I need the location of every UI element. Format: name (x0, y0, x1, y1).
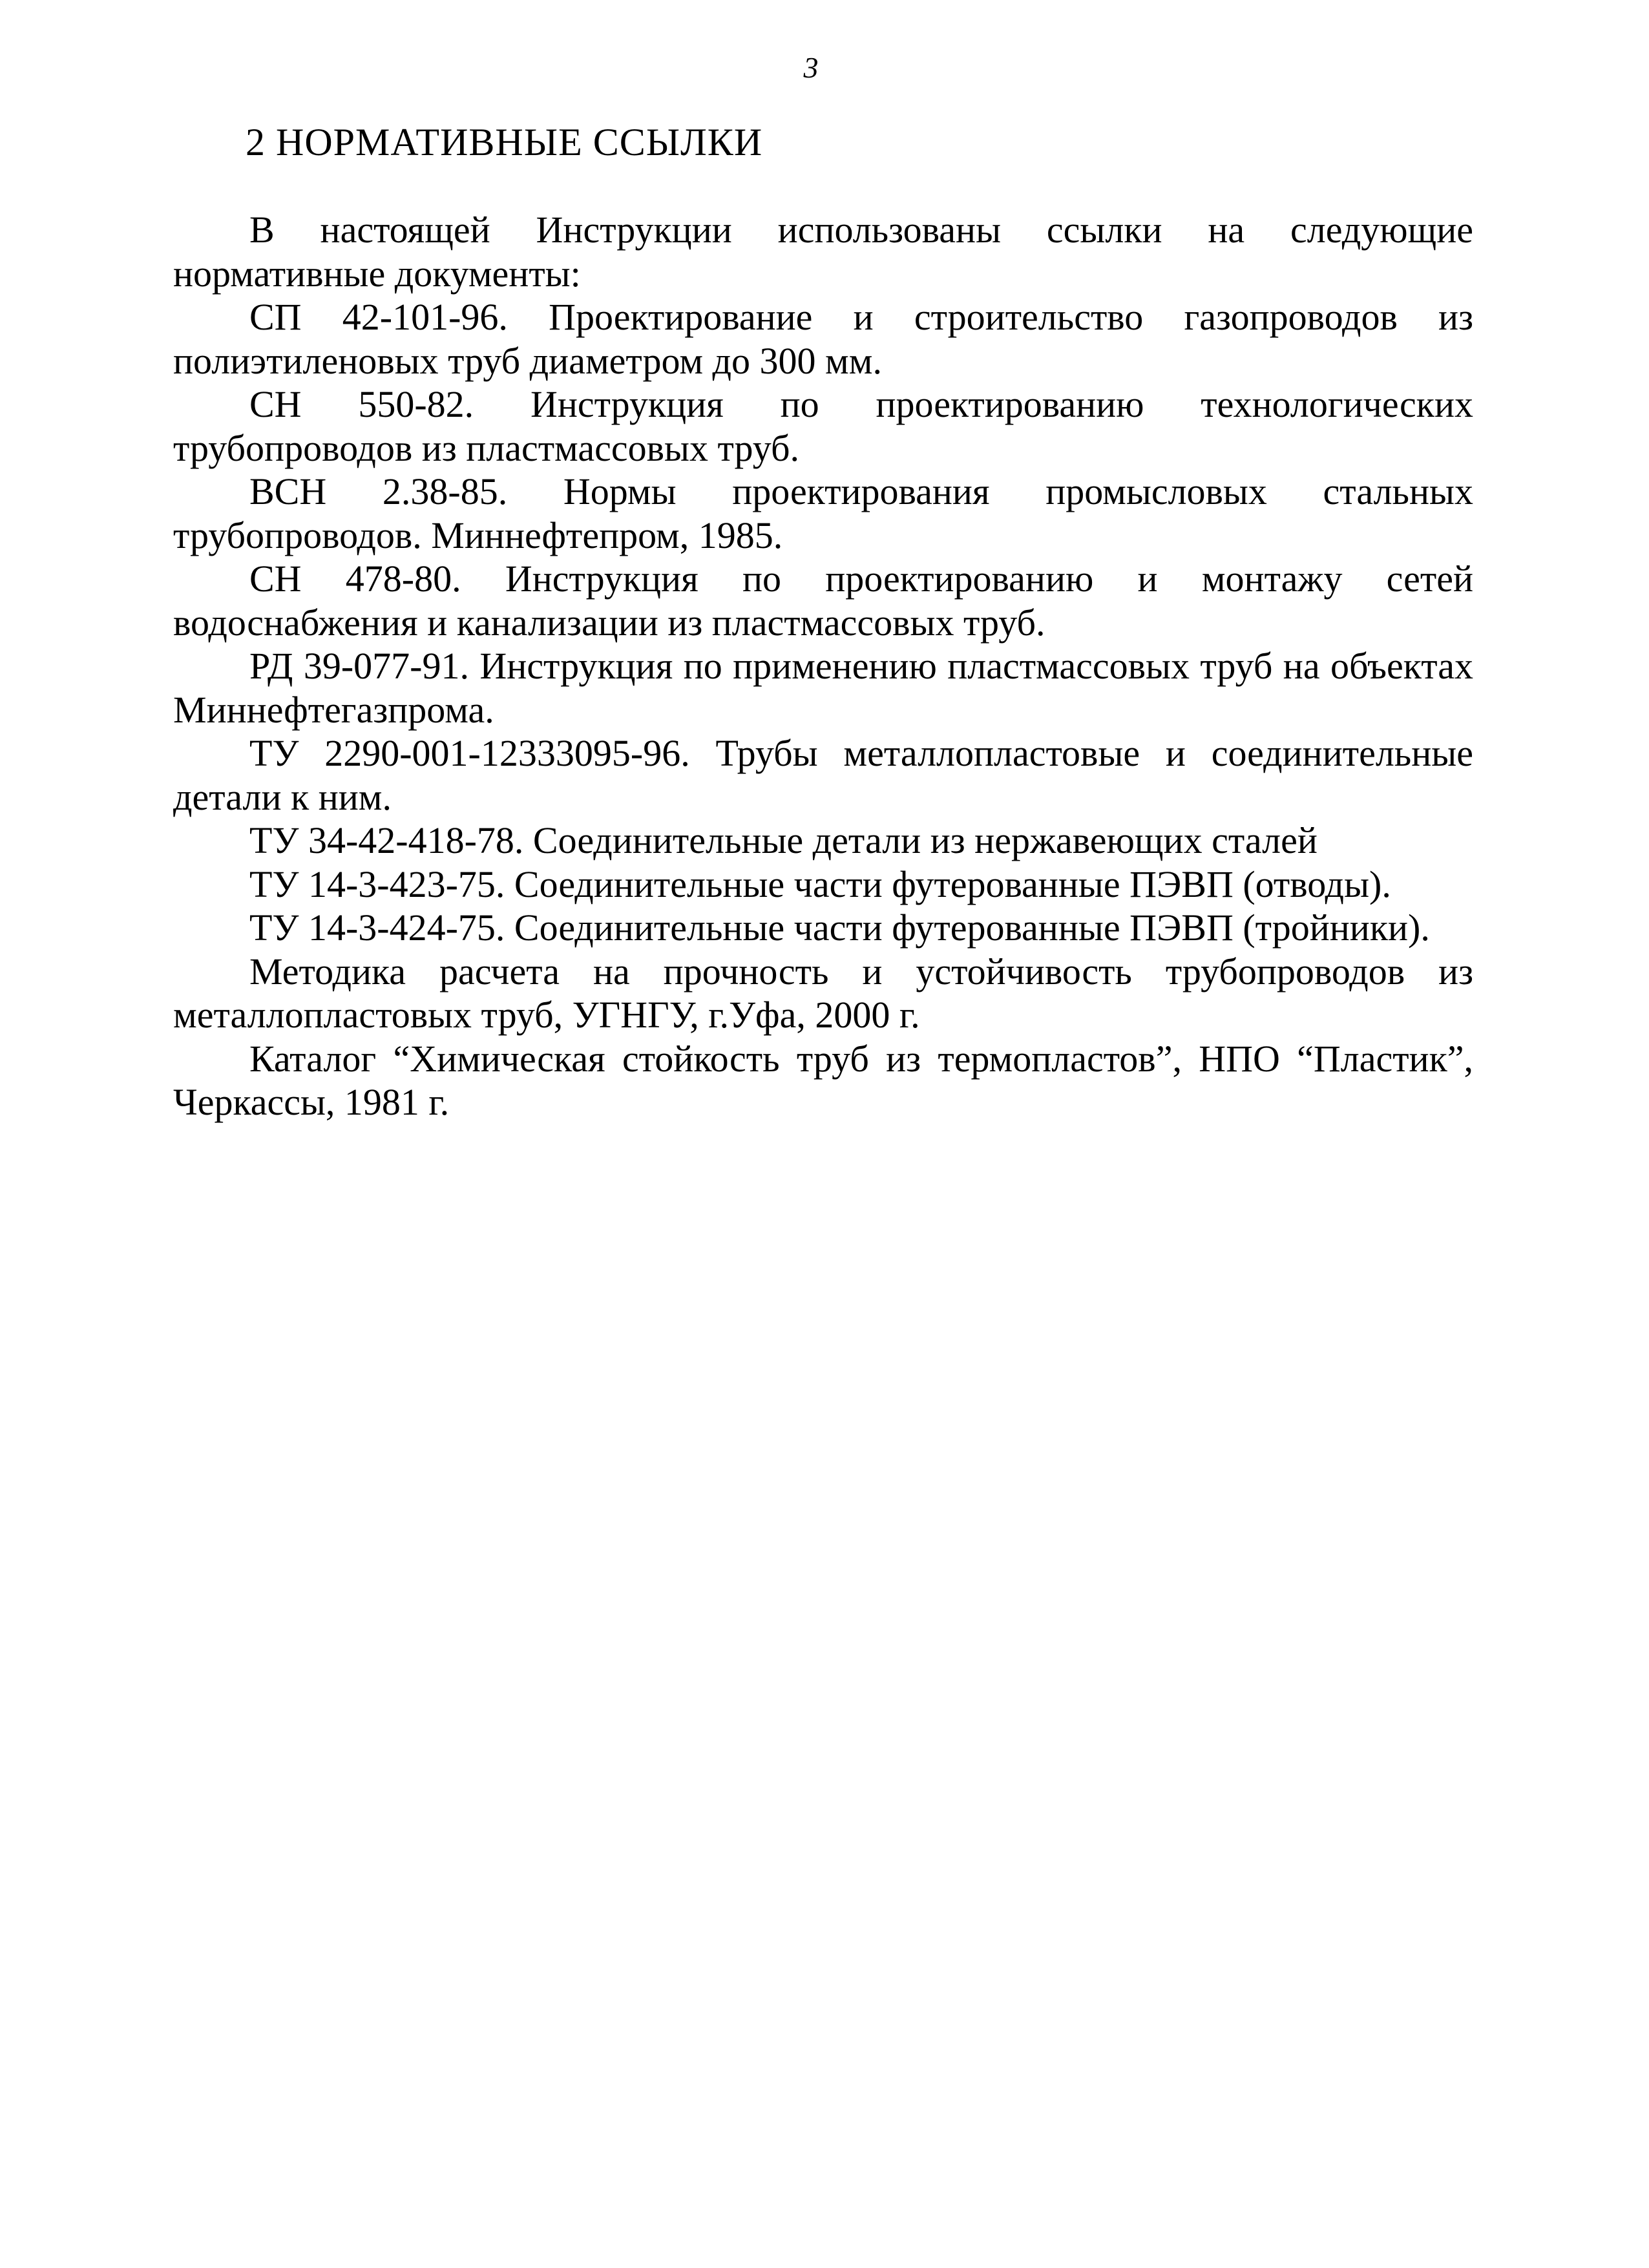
section-title: 2 НОРМАТИВНЫЕ ССЫЛКИ (246, 121, 763, 163)
page-number: 3 (803, 51, 819, 84)
reference-item: Методика расчета на прочность и устойчивость трубопроводов из металлопластовых труб, УГНГУ, г.Уфа, 2000 г. (173, 950, 1473, 1036)
reference-item: СН 550-82. Инструкция по проектированию технологических трубопроводов из пластмассовых труб. (173, 383, 1473, 469)
reference-item: ТУ 2290-001-12333095-96. Трубы металлопластовые и соединительные детали к ним. (173, 732, 1473, 818)
reference-item: СП 42-101-96. Проектирование и строительство газопроводов из полиэтиленовых труб диаметром до 300 мм. (173, 296, 1473, 382)
references-body (173, 208, 1473, 1124)
reference-item: РД 39-077-91. Инструкция по применению пластмассовых труб на объектах Миннефтегазпрома. (173, 645, 1473, 731)
reference-item: Каталог “Химическая стойкость труб из термопластов”, НПО “Пластик”, Черкассы, 1981 г. (173, 1037, 1473, 1123)
reference-item: ВСН 2.38-85. Нормы проектирования промысловых стальных трубопроводов. Миннефтепром, 1985. (173, 470, 1473, 556)
reference-item: СН 478-80. Инструкция по проектированию и монтажу сетей водоснабжения и канализации из пластмассовых труб. (173, 558, 1473, 644)
reference-item: ТУ 14-3-424-75. Соединительные части футерованные ПЭВП (тройники). (249, 907, 1430, 949)
intro-paragraph: В настоящей Инструкции использованы ссылки на следующие нормативные документы: (173, 209, 1473, 295)
reference-item: ТУ 34-42-418-78. Соединительные детали из нержавеющих сталей (249, 819, 1318, 861)
reference-item: ТУ 14-3-423-75. Соединительные части футерованные ПЭВП (отводы). (249, 863, 1391, 905)
